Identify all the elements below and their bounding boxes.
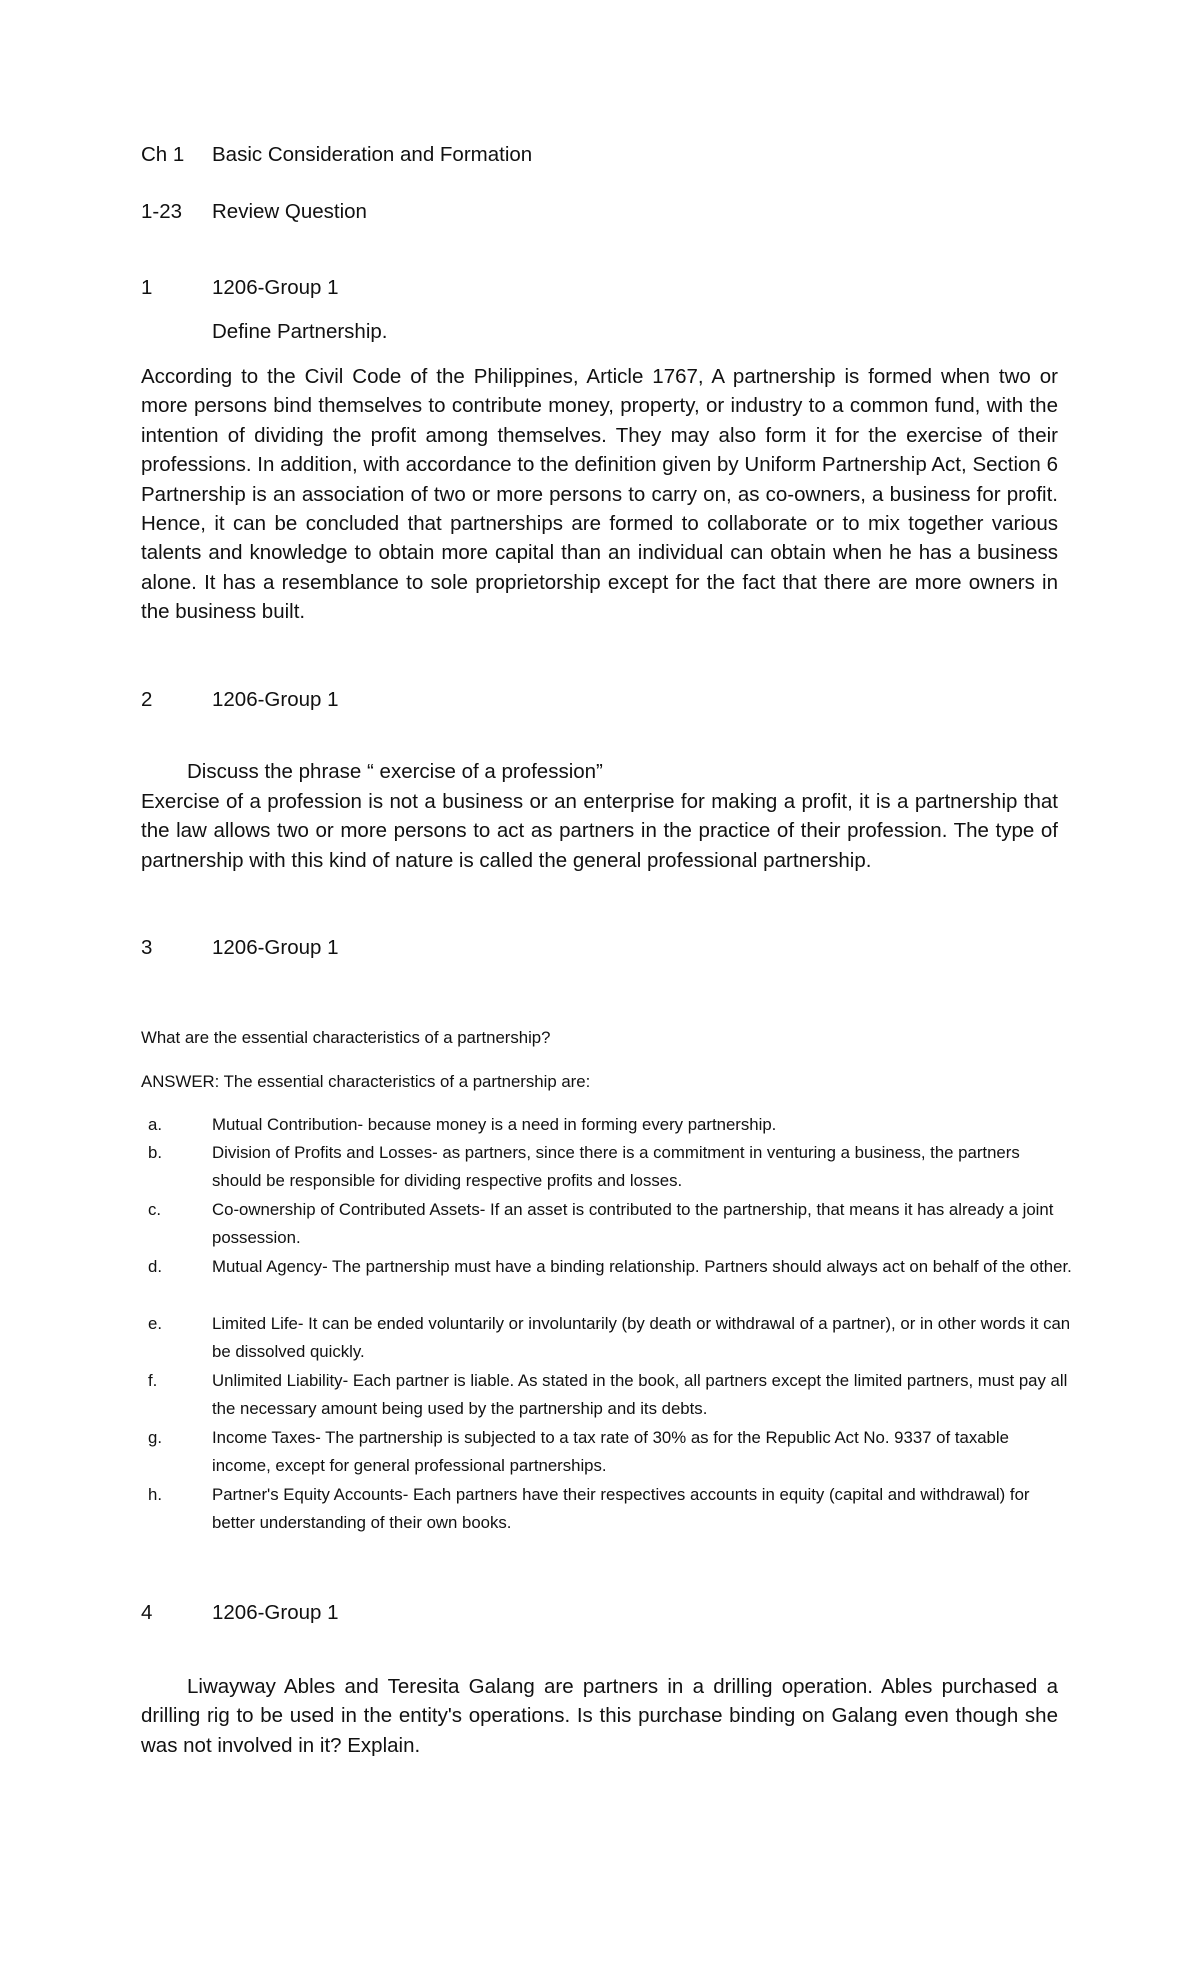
list-item-text: Mutual Agency- The partnership must have a binding relationship. Partners should always act on behalf of the other. xyxy=(212,1257,1072,1276)
q1-group: 1206-Group 1 xyxy=(212,276,339,299)
chapter-number: Ch 1 xyxy=(141,143,185,166)
list-item-text: Partner's Equity Accounts- Each partners have their respectives accounts in equity (capital and withdrawal) for better understanding of their own books. xyxy=(212,1485,1030,1533)
q2-number: 2 xyxy=(141,688,153,711)
q4-number: 4 xyxy=(141,1601,153,1624)
list-item-letter: a. xyxy=(148,1115,162,1134)
q3-group: 1206-Group 1 xyxy=(212,936,339,959)
chapter-title: Basic Consideration and Formation xyxy=(212,143,533,166)
list-item-text: Income Taxes- The partnership is subjected to a tax rate of 30% as for the Republic Act No. 9337 of taxable income, except for general professional partnerships. xyxy=(212,1428,1009,1476)
section-number: 1-23 xyxy=(141,200,183,223)
list-item-text: Mutual Contribution- because money is a need in forming every partnership. xyxy=(212,1115,777,1134)
list-item-letter: f. xyxy=(148,1371,158,1390)
list-item-letter: b. xyxy=(148,1143,162,1162)
q2-group: 1206-Group 1 xyxy=(212,688,339,711)
q3-number: 3 xyxy=(141,936,153,959)
list-item-text: Limited Life- It can be ended voluntarily or involuntarily (by death or withdrawal of a partner), or in other words it can be dissolved quickly. xyxy=(212,1314,1071,1362)
list-item-text: Unlimited Liability- Each partner is liable. As stated in the book, all partners except the limited partners, must pay all the necessary amount being used by the partnership and its debts. xyxy=(212,1371,1068,1419)
q2-answer: Exercise of a profession is not a business or an enterprise for making a profit, it is a partnership that the law allows two or more persons to act as partners in the practice of their profession. The type of partnership with this kind of nature is called the general professional partnership. xyxy=(141,790,1058,872)
list-item-letter: g. xyxy=(148,1428,162,1447)
section-title: Review Question xyxy=(212,200,367,223)
list-item-letter: h. xyxy=(148,1485,162,1504)
q1-number: 1 xyxy=(141,276,153,299)
list-item-letter: c. xyxy=(148,1200,162,1219)
list-item-letter: d. xyxy=(148,1257,162,1276)
list-item-text: Division of Profits and Losses- as partners, since there is a commitment in venturing a business, the partners should be responsible for dividing respective profits and losses. xyxy=(212,1143,1020,1191)
list-item-letter: e. xyxy=(148,1314,162,1333)
q2-question: Discuss the phrase “ exercise of a profession” xyxy=(187,760,603,783)
q1-answer: According to the Civil Code of the Philippines, Article 1767, A partnership is formed when two or more persons bind themselves to contribute money, property, or industry to a common fund, with the intention of dividing the profit among themselves. They may also form it for the exercise of their professions. In addition, with accordance to the definition given by Uniform Partnership Act, Section 6 Partnership is an association of two or more persons to carry on, as co-owners, a business for profit. Hence, it can be concluded that partnerships are formed to collaborate or to mix together various talents and knowledge to obtain more capital than an individual can obtain when he has a business alone. It has a resemblance to sole proprietorship except for the fact that there are more owners in the business built. xyxy=(141,365,1058,624)
list-item-text: Co-ownership of Contributed Assets- If an asset is contributed to the partnership, that means it has already a joint possession. xyxy=(212,1200,1054,1248)
q4-question: Liwayway Ables and Teresita Galang are partners in a drilling operation. Ables purchased a drilling rig to be used in the entity's operations. Is this purchase binding on Galang even though she was not involved in it? Explain. xyxy=(141,1675,1058,1757)
q4-group: 1206-Group 1 xyxy=(212,1601,339,1624)
q3-answer-intro: ANSWER: The essential characteristics of a partnership are: xyxy=(141,1072,591,1091)
q3-question: What are the essential characteristics of a partnership? xyxy=(141,1028,551,1047)
q1-question: Define Partnership. xyxy=(212,320,388,343)
